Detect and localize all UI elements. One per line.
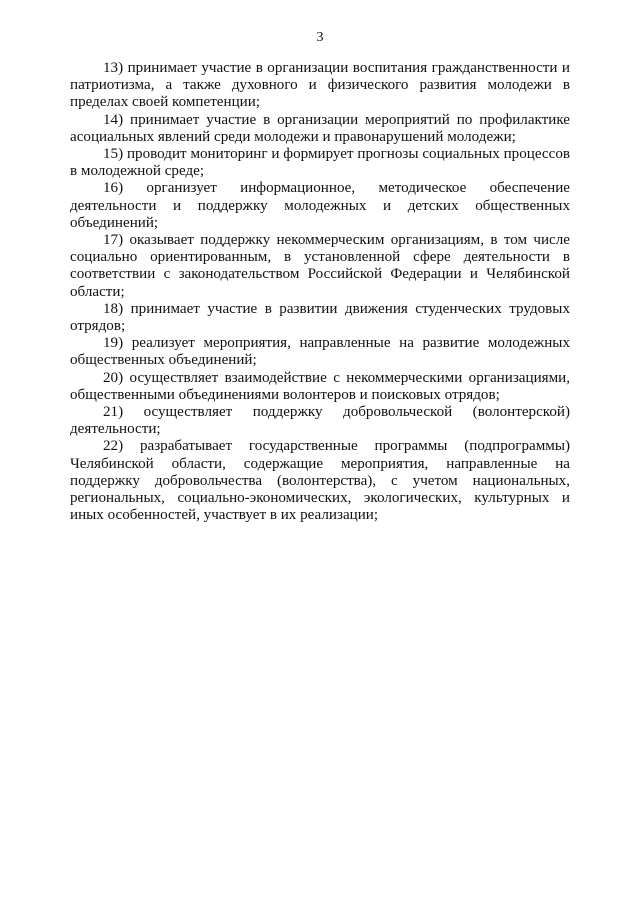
list-item: 20) осуществляет взаимодействие с некоммерческими организациями, общественными объединениями волонтеров и поисковых отрядов; bbox=[70, 369, 570, 403]
list-item: 17) оказывает поддержку некоммерческим организациям, в том числе социально ориентированным, в установленной сфере деятельности в соответствии с законодательством Российской Федерации и Челябинской области; bbox=[70, 232, 570, 300]
list-item: 13) принимает участие в организации воспитания гражданственности и патриотизма, а также духовного и физического развития молодежи в пределах своей компетенции; bbox=[70, 60, 570, 111]
list-item: 18) принимает участие в развитии движения студенческих трудовых отрядов; bbox=[70, 300, 570, 335]
list-item: 22) разрабатывает государственные программы (подпрограммы) Челябинской области, содержащие мероприятия, направленные на поддержку добровольчества (волонтерства), с учетом национальных, региональных, социально-экономических, экологических, культурных и иных особенностей, участвует в их реализации; bbox=[70, 438, 570, 524]
list-item: 15) проводит мониторинг и формирует прогнозы социальных процессов в молодежной среде; bbox=[70, 146, 570, 180]
list-item: 21) осуществляет поддержку добровольческой (волонтерской) деятельности; bbox=[70, 404, 570, 438]
list-item: 19) реализует мероприятия, направленные на развитие молодежных общественных объединений; bbox=[70, 335, 570, 369]
list-item: 14) принимает участие в организации мероприятий по профилактике асоциальных явлений среди молодежи и правонарушений молодежи; bbox=[70, 111, 570, 145]
page-number: 3 bbox=[316, 30, 324, 45]
document-body bbox=[70, 60, 570, 524]
list-item: 16) организует информационное, методическое обеспечение деятельности и поддержку молодежных и детских общественных объединений; bbox=[70, 180, 570, 231]
